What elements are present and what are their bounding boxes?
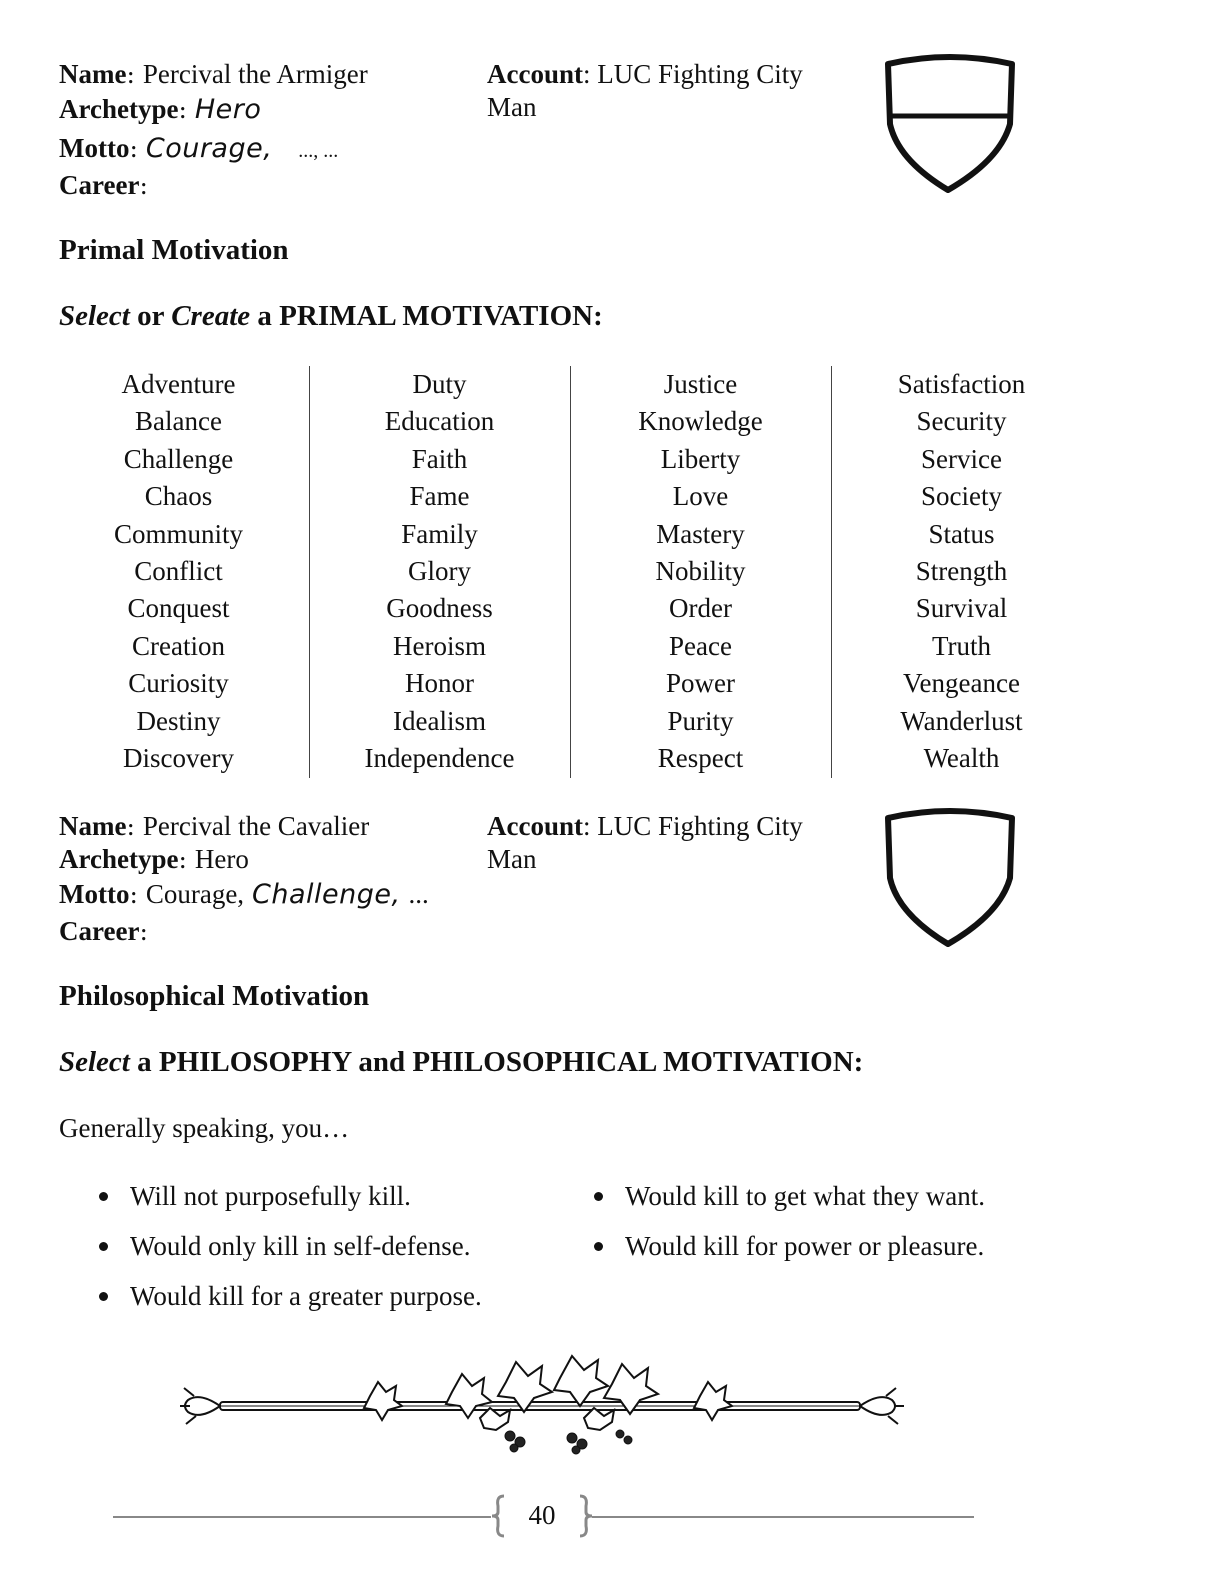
name-value: Percival the Cavalier (142, 811, 370, 841)
sheet1-name-line: Name: Percival the Armiger (59, 59, 368, 89)
motivation-item: Challenge (123, 443, 234, 474)
section-title-primal: Primal Motivation (59, 234, 289, 266)
motivation-item: Truth (931, 630, 992, 661)
motivation-item: Knowledge (638, 406, 763, 437)
create-word: Create (171, 300, 251, 332)
motivation-item: Faith (411, 443, 468, 474)
sheet2-motto-line: Motto: Courage, Challenge, ... (59, 879, 429, 910)
select-word: Select (59, 1046, 130, 1078)
primal-instruction (59, 300, 603, 333)
instruction-rest: a PHILOSOPHY and PHILOSOPHICAL MOTIVATION: (137, 1046, 864, 1078)
motivation-item: Adventure (121, 369, 236, 399)
primal-motivation-table (48, 366, 1092, 778)
career-label: Career (59, 916, 140, 946)
motivation-item: Conquest (127, 593, 230, 624)
motivation-item: Chaos (144, 481, 213, 512)
motivation-item: Security (916, 406, 1007, 437)
bullet-icon (99, 1292, 108, 1301)
motivation-item: Education (384, 406, 495, 437)
motivation-column-3 (570, 366, 831, 778)
philosophy-text: Will not purposefully kill. (130, 1181, 411, 1211)
shield-icon-plain (880, 806, 1020, 950)
motivation-item: Fame (409, 481, 470, 512)
bullet-icon (594, 1192, 603, 1201)
motivation-item: Strength (915, 555, 1008, 586)
motivation-item: Vengeance (903, 668, 1020, 699)
motivation-item: Nobility (655, 555, 746, 586)
motivation-item: Duty (412, 369, 467, 399)
bullet-icon (99, 1192, 108, 1201)
motivation-item: Curiosity (128, 668, 229, 699)
section-title-philosophical: Philosophical Motivation (59, 980, 370, 1012)
motivation-item: Wealth (923, 742, 1000, 773)
archetype-label: Archetype (59, 94, 179, 124)
or-word: or (137, 300, 164, 332)
account-label: Account (487, 59, 583, 89)
motivation-item: Heroism (393, 630, 486, 661)
motivation-item: Balance (135, 406, 222, 437)
motivation-item: Honor (405, 668, 474, 699)
philosophy-text: Would kill to get what they want. (625, 1181, 986, 1211)
footer-rule-left (113, 1516, 491, 1518)
sheet1-motto-line: Motto: Courage, ..., ... (59, 133, 339, 164)
shield-icon-divided (880, 52, 1020, 196)
page-number: 40 (528, 1500, 556, 1530)
motivation-column-2 (309, 366, 570, 778)
motto-label: Motto (59, 133, 130, 163)
sheet2-archetype-line: Archetype: Hero (59, 844, 249, 874)
motto-rest: ..., ... (298, 140, 339, 162)
career-label: Career (59, 170, 140, 200)
philosophy-item (130, 1176, 411, 1216)
philosophy-item (130, 1226, 471, 1266)
philosophy-text: Would kill for a greater purpose. (130, 1281, 482, 1311)
sheet2-account: Account: LUC Fighting City Man (487, 811, 803, 874)
motivation-item: Purity (667, 705, 734, 736)
sheet1-account: Account: LUC Fighting City Man (487, 59, 803, 122)
motivation-item: Community (113, 518, 243, 549)
motivation-item: Service (921, 443, 1002, 474)
motivation-item: Glory (408, 555, 471, 586)
name-value: Percival the Armiger (142, 59, 368, 89)
archetype-value: Hero (194, 844, 249, 874)
motivation-item: Peace (669, 630, 732, 661)
philosophy-item (625, 1176, 985, 1216)
motivation-item: Idealism (393, 705, 486, 736)
motto-value: Courage, (145, 133, 273, 164)
philosophy-text: Would kill for power or pleasure. (625, 1231, 985, 1261)
motivation-column-4 (831, 366, 1092, 778)
motivation-item: Destiny (136, 705, 221, 736)
motivation-item: Status (928, 518, 995, 549)
motivation-item: Independence (364, 742, 515, 773)
motivation-item: Mastery (656, 518, 745, 549)
motivation-item: Wanderlust (900, 705, 1023, 736)
bullet-icon (594, 1242, 603, 1251)
motivation-item: Love (672, 481, 729, 512)
motivation-item: Conflict (134, 555, 223, 586)
motivation-column-1 (48, 366, 309, 778)
motivation-item: Respect (657, 742, 744, 773)
account-value: LUC Fighting City Man (487, 59, 803, 122)
account-label: Account (487, 811, 583, 841)
philosophy-text: Would only kill in self-defense. (130, 1231, 471, 1261)
motivation-item: Creation (132, 630, 225, 661)
motivation-item: Justice (663, 369, 738, 399)
footer-rule-right (592, 1516, 974, 1518)
name-label: Name (59, 59, 127, 89)
motto-value: Courage, (145, 879, 245, 909)
bullet-icon (99, 1242, 108, 1251)
motivation-item: Society (921, 481, 1002, 512)
motivation-item: Goodness (386, 593, 493, 624)
account-value: LUC Fighting City Man (487, 811, 803, 874)
motto-label: Motto (59, 879, 130, 909)
motivation-item: Family (401, 518, 478, 549)
select-word: Select (59, 300, 130, 332)
philosophy-item (625, 1226, 984, 1266)
sheet2-name-line: Name: Percival the Cavalier (59, 811, 370, 841)
sheet2-career-line: Career: (59, 916, 148, 946)
motto-handwritten: Challenge, (252, 879, 401, 910)
motto-rest: ... (408, 879, 429, 909)
generally-speaking: Generally speaking, you… (59, 1113, 350, 1143)
instruction-rest: a PRIMAL MOTIVATION: (257, 300, 603, 332)
archetype-label: Archetype (59, 844, 179, 874)
name-label: Name (59, 811, 127, 841)
motivation-item: Satisfaction (897, 369, 1026, 399)
philosophy-instruction (59, 1046, 863, 1079)
motivation-item: Discovery (123, 742, 234, 773)
philosophy-item (130, 1276, 482, 1316)
archetype-value: Hero (194, 94, 262, 125)
motivation-item: Survival (915, 593, 1008, 624)
motivation-item: Power (666, 668, 735, 699)
motivation-item: Order (669, 593, 732, 624)
vine-ornament-icon (180, 1352, 904, 1456)
sheet1-archetype-line: Archetype: Hero (59, 94, 262, 125)
sheet1-career-line: Career: (59, 170, 148, 200)
motivation-item: Liberty (660, 443, 741, 474)
